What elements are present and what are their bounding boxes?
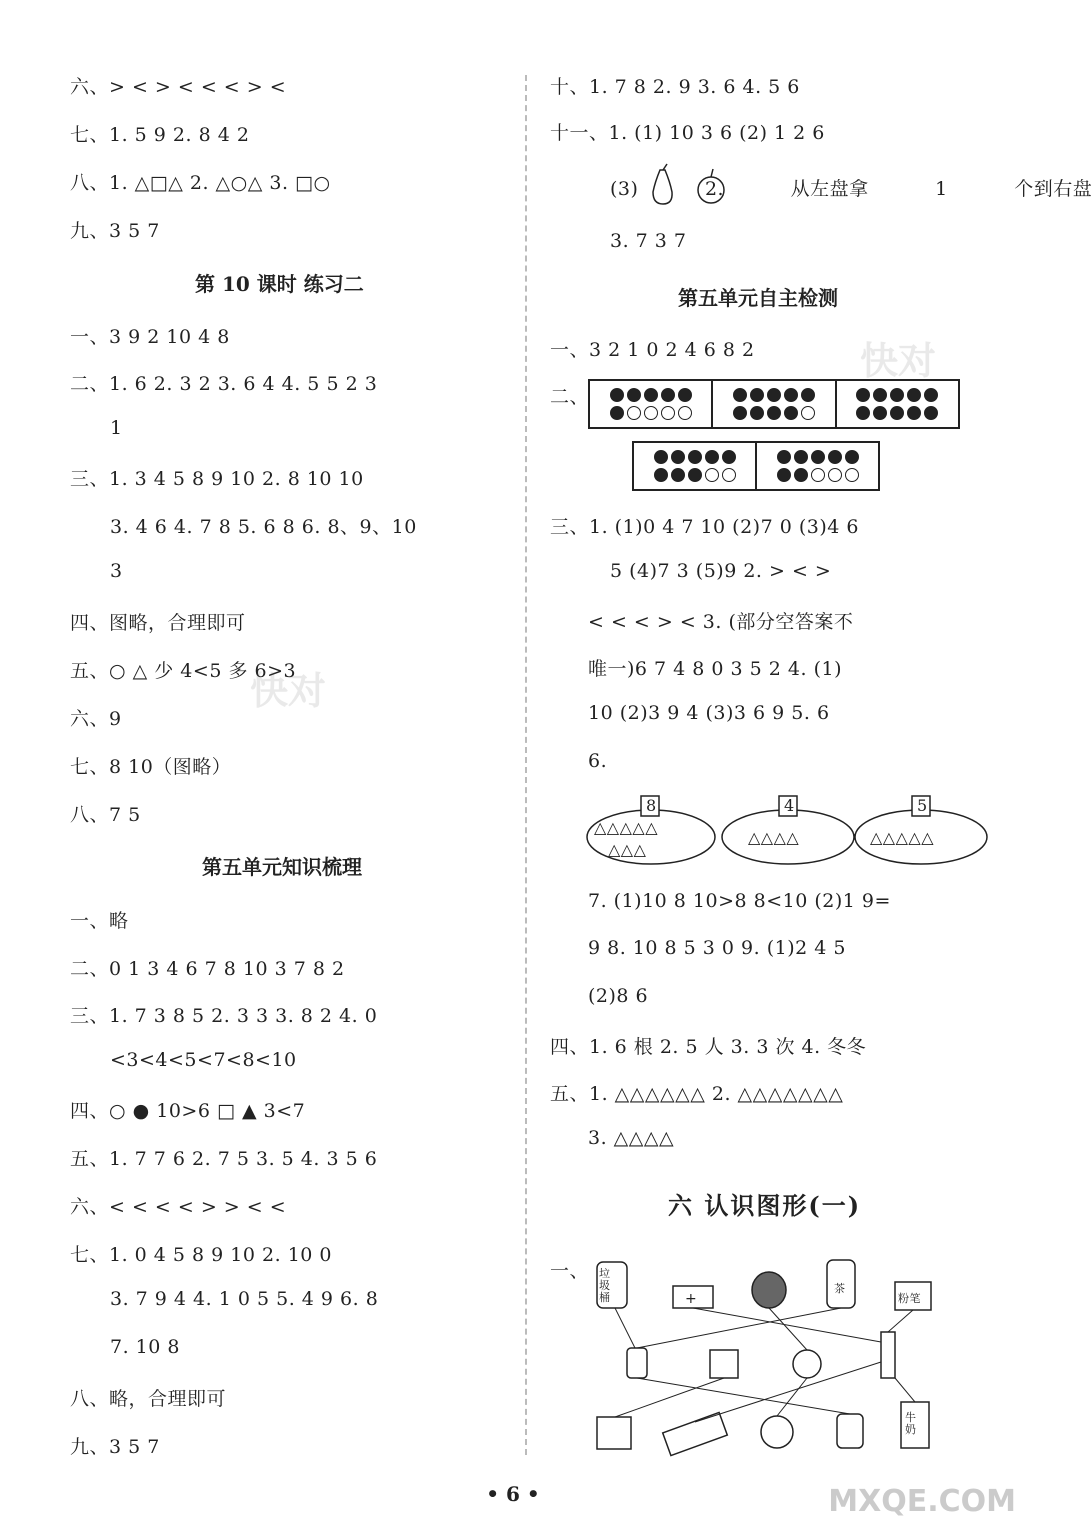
answer-line: 四、○ ● 10>6 □ ▲ 3<7 [70,1100,306,1122]
answer-line: 十、1. 7 8 2. 9 3. 6 4. 5 6 [550,76,800,98]
column-divider [525,75,527,1455]
answer-line: 七、1. 5 9 2. 8 4 2 [70,124,250,146]
answer-line: 八、7 5 [70,804,141,826]
dot-frame-row2 [632,441,880,491]
milk-label: 牛奶 [905,1411,917,1436]
answer-line: 三、1. (1)0 4 7 10 (2)7 0 (3)4 6 [550,516,859,538]
trash-label: 垃圾桶 [599,1267,611,1304]
answer-line: 六、9 [70,708,122,730]
triangles: △△△△△ [870,828,935,847]
answer-line: 一、3 9 2 10 4 8 [70,326,230,348]
answer-line: 5 (4)7 3 (5)9 2. > < > [610,560,832,582]
answer-line: 1 [110,417,123,439]
answer-line: 3 [110,560,123,582]
box-number: 8 [646,796,657,815]
tea-label: 茶 [834,1282,846,1295]
section-title: 第五单元自主检测 [678,286,838,310]
site-watermark: MXQE.COM [828,1484,1016,1519]
answer-line: 三、1. 3 4 5 8 9 10 2. 8 10 10 [70,468,364,490]
box-number: 4 [784,796,795,815]
triangles: △△△ [608,840,647,859]
answer-line: 唯一)6 7 4 8 0 3 5 2 4. (1) [588,658,843,680]
answer-line: 3. 7 9 4 4. 1 0 5 5. 4 9 6. 8 [110,1288,379,1310]
section-title: 第五单元知识梳理 [202,855,362,879]
triangles: △△△△△ [594,818,659,837]
answer-line: 四、1. 6 根 2. 5 人 3. 3 次 4. 冬冬 [550,1036,867,1058]
svg-text:+: + [685,1291,697,1307]
answer-line: 六、> < > < < < > < [70,76,287,98]
section-title: 第 10 课时 练习二 [195,272,364,296]
basketball-icon [761,1416,793,1448]
answer-line: 六、< < < < > > < < [70,1196,287,1218]
answer-line: 3. 4 6 4. 7 8 5. 6 8 6. 8、9、10 [110,516,417,538]
answer-line: 七、8 10（图略） [70,756,232,778]
answer-line: 五、○ △ 少 4<5 多 6>3 [70,660,297,682]
cuboid-icon [881,1332,895,1378]
answer-line: 二、0 1 3 4 6 7 8 10 3 7 8 2 [70,958,345,980]
box-number: 5 [917,796,928,815]
answer-line: 3. △△△△ [588,1127,675,1149]
answer-line: 五、1. △△△△△△ 2. △△△△△△△ [550,1083,844,1105]
answer-line: 五、1. 7 7 6 2. 7 5 3. 5 4. 3 5 6 [70,1148,378,1170]
page-number: • 6 • [486,1482,540,1506]
answer-line: 一、略 [70,910,129,932]
chapter-title: 六 认识图形(一) [668,1191,862,1220]
answer-line: (2)8 6 [588,985,649,1007]
watermark: 快对 [860,338,937,383]
answer-line: 3. 7 3 7 [610,230,687,252]
answer-line: 七、1. 0 4 5 8 9 10 2. 10 0 [70,1244,332,1266]
pear-apple-icon [645,162,735,207]
pencil-box-icon [663,1412,728,1455]
answer-line: 一、 [550,1260,590,1282]
answer-line: 四、图略，合理即可 [70,612,246,634]
answer-line: 九、3 5 7 [70,220,160,242]
answer-line: < < < > < 3. (部分空答案不 [588,611,854,633]
rubiks-cube-icon [597,1417,631,1449]
answer-line: 7. 10 8 [110,1336,180,1358]
answer-line: <3<4<5<7<8<10 [110,1049,297,1071]
shape-matching-diagram [585,1252,990,1457]
triangles: △△△△ [748,828,800,847]
answer-line: 一、3 2 1 0 2 4 6 8 2 [550,339,755,361]
sphere-icon [793,1350,821,1378]
answer-line: 7. (1)10 8 10>8 8<10 (2)1 9= [588,890,891,912]
dot-frame-row1 [588,379,960,429]
answer-line: (3) 2. 从左盘拿 1 个到右盘 [610,178,1092,200]
watermark: 快对 [250,668,327,713]
bucket-icon [837,1414,863,1448]
cylinder-icon [627,1348,647,1378]
answer-line: 二、 [550,386,590,408]
answer-line: 三、1. 7 3 8 5 2. 3 3 3. 8 2 4. 0 [70,1005,378,1027]
answer-line: 十一、1. (1) 10 3 6 (2) 1 2 6 [550,122,825,144]
chalk-label: 粉笔 [898,1292,921,1305]
watermelon-icon [752,1272,786,1308]
answer-line: 二、1. 6 2. 3 2 3. 6 4 4. 5 5 2 3 [70,373,378,395]
answer-line: 10 (2)3 9 4 (3)3 6 9 5. 6 [588,702,830,724]
answer-line: 6. [588,750,608,772]
answer-line: 八、1. △□△ 2. △○△ 3. □○ [70,172,331,194]
answer-line: 八、略，合理即可 [70,1388,227,1410]
cube-icon [710,1350,738,1378]
answer-line: 9 8. 10 8 5 3 0 9. (1)2 4 5 [588,937,846,959]
answer-line: 九、3 5 7 [70,1436,160,1458]
